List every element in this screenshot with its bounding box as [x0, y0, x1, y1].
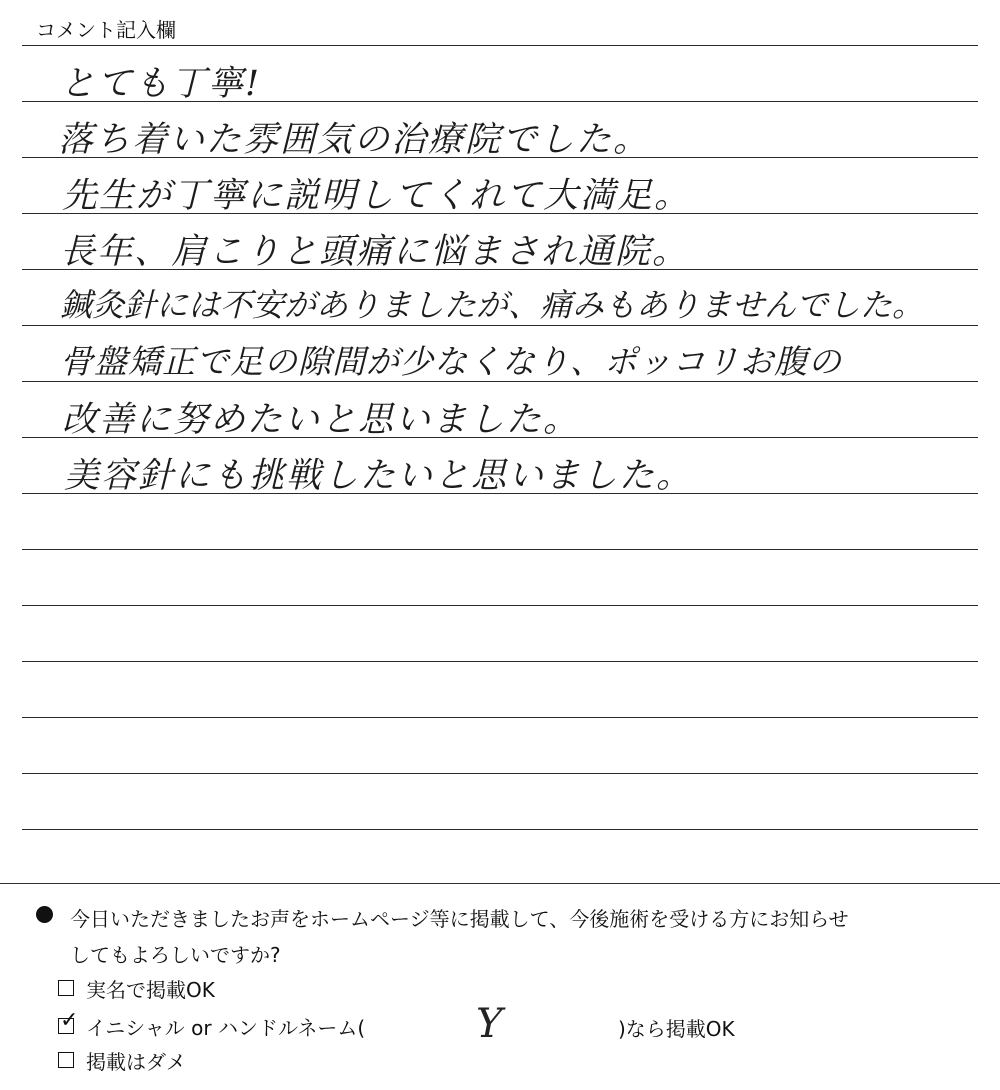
ruled-line: [22, 45, 978, 46]
section-label: コメント記入欄: [36, 18, 176, 42]
ruled-line: [22, 717, 978, 718]
ruled-line: [22, 605, 978, 606]
handwritten-line-7: 改善に努めたいと思いました。: [62, 400, 581, 440]
handwritten-line-5: 鍼灸針には不安がありましたが、痛みもありませんでした。: [60, 286, 925, 324]
check-mark-icon: ✓: [60, 1008, 79, 1033]
checkbox-initial[interactable]: [58, 1008, 79, 1034]
option-initial[interactable]: [58, 1008, 366, 1040]
consent-question-line-1: 今日いただきましたお声をホームページ等に掲載して、今後施術を受ける方にお知らせ: [70, 907, 849, 931]
handwritten-line-8: 美容針にも挑戦したいと思いました。: [64, 456, 694, 496]
option-initial-suffix: )なら掲載OK: [618, 1017, 735, 1041]
option-real-name[interactable]: [58, 975, 215, 1001]
option-no-publish[interactable]: [58, 1047, 186, 1073]
section-divider: [0, 883, 1000, 884]
ruled-line: [22, 829, 978, 830]
option-no-publish-label: 掲載はダメ: [86, 1049, 186, 1074]
handwritten-line-4: 長年、肩こりと頭痛に悩まされ通院。: [60, 232, 690, 272]
ruled-line: [22, 661, 978, 662]
handwritten-initial: Y: [476, 1001, 503, 1047]
ruled-line: [22, 773, 978, 774]
bullet-icon: [36, 906, 53, 923]
checkbox-real-name[interactable]: [58, 980, 74, 996]
handwritten-line-2: 落ち着いた雰囲気の治療院でした。: [58, 120, 651, 160]
option-initial-label: イニシャル or ハンドルネーム(: [86, 1015, 366, 1040]
option-real-name-label: 実名で掲載OK: [86, 977, 215, 1002]
handwritten-line-3: 先生が丁寧に説明してくれて大満足。: [62, 176, 692, 216]
handwritten-line-6: 骨盤矯正で足の隙間が少なくなり、ポッコリお腹の: [60, 342, 842, 381]
checkbox-no-publish[interactable]: [58, 1052, 74, 1068]
ruled-line: [22, 549, 978, 550]
consent-question-line-2: してもよろしいですか?: [70, 943, 281, 967]
handwritten-line-1: とても丁寧!: [60, 64, 262, 104]
